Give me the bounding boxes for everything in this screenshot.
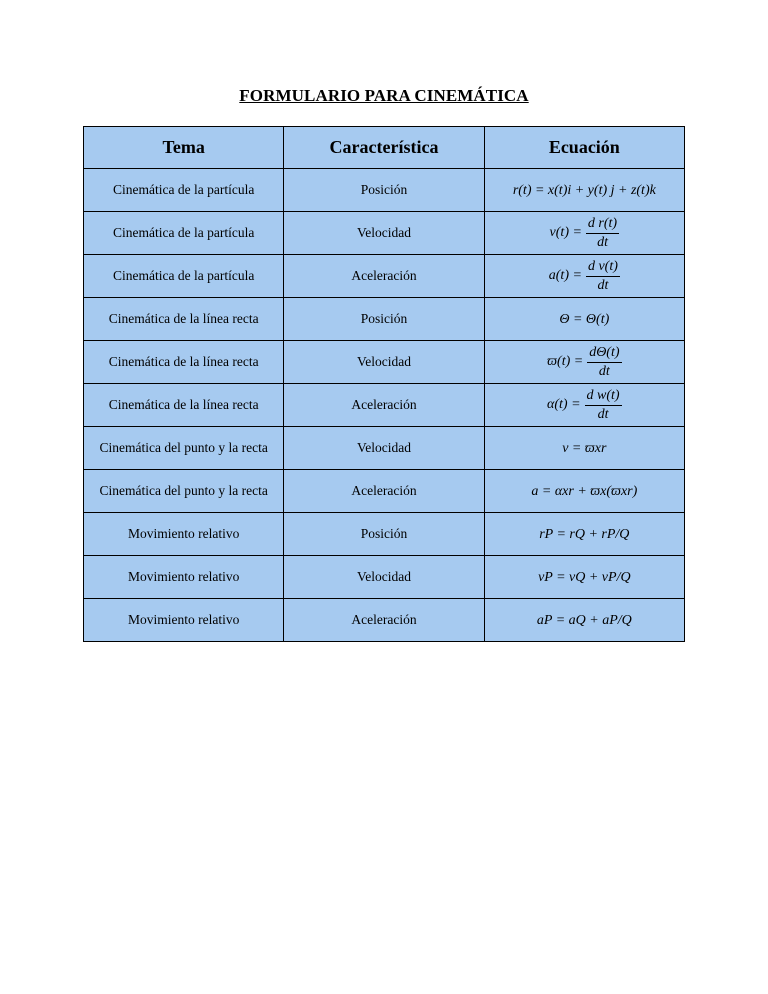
table-row	[84, 341, 685, 384]
equation-lhs: α(t) =	[547, 397, 581, 412]
cell-caracteristica: Velocidad	[284, 427, 484, 470]
formula-table	[83, 126, 685, 642]
equation	[549, 260, 620, 293]
cell-caracteristica: Posición	[284, 169, 484, 212]
equation: rP = rQ + rP/Q	[539, 527, 630, 542]
cell-tema: Cinemática de la partícula	[84, 255, 284, 298]
cell-tema: Cinemática de la línea recta	[84, 341, 284, 384]
header-ecuacion: Ecuación	[484, 127, 684, 169]
cell-ecuacion	[484, 599, 684, 642]
equation-fraction	[586, 260, 620, 293]
fraction-denominator: dt	[597, 234, 608, 250]
table-row	[84, 212, 685, 255]
equation	[547, 346, 621, 379]
fraction-numerator: d v(t)	[586, 260, 620, 277]
cell-caracteristica: Aceleración	[284, 599, 484, 642]
cell-caracteristica: Aceleración	[284, 255, 484, 298]
header-caracteristica: Característica	[284, 127, 484, 169]
table-row	[84, 470, 685, 513]
table-row	[84, 513, 685, 556]
cell-ecuacion	[484, 556, 684, 599]
fraction-numerator: d r(t)	[586, 217, 619, 234]
fraction-numerator: d w(t)	[585, 389, 622, 406]
cell-tema: Cinemática del punto y la recta	[84, 427, 284, 470]
page-title: FORMULARIO PARA CINEMÁTICA	[239, 86, 529, 105]
cell-tema: Cinemática del punto y la recta	[84, 470, 284, 513]
cell-ecuacion	[484, 513, 684, 556]
cell-caracteristica: Aceleración	[284, 470, 484, 513]
equation-lhs: a(t) =	[548, 268, 582, 283]
cell-ecuacion	[484, 427, 684, 470]
cell-tema: Cinemática de la partícula	[84, 212, 284, 255]
equation-fraction	[587, 346, 621, 379]
cell-ecuacion	[484, 255, 684, 298]
cell-ecuacion	[484, 212, 684, 255]
fraction-numerator: dΘ(t)	[587, 346, 621, 363]
equation: r(t) = x(t)i + y(t) j + z(t)k	[512, 183, 656, 198]
table-row	[84, 556, 685, 599]
cell-tema: Movimiento relativo	[84, 556, 284, 599]
equation-lhs: v(t) =	[549, 225, 582, 240]
equation: a = αxr + ϖx(ϖxr)	[531, 484, 638, 499]
cell-ecuacion	[484, 298, 684, 341]
header-tema: Tema	[84, 127, 284, 169]
equation: v = ϖxr	[562, 441, 607, 456]
equation	[550, 217, 620, 250]
equation: Θ = Θ(t)	[559, 312, 610, 327]
table-row	[84, 599, 685, 642]
cell-ecuacion	[484, 169, 684, 212]
cell-ecuacion	[484, 341, 684, 384]
cell-tema: Cinemática de la línea recta	[84, 298, 284, 341]
cell-caracteristica: Posición	[284, 298, 484, 341]
equation-fraction	[585, 389, 622, 422]
table-row	[84, 298, 685, 341]
cell-tema: Movimiento relativo	[84, 599, 284, 642]
fraction-denominator: dt	[597, 406, 609, 422]
table-row	[84, 384, 685, 427]
cell-caracteristica: Velocidad	[284, 341, 484, 384]
fraction-denominator: dt	[598, 363, 610, 379]
cell-tema: Cinemática de la partícula	[84, 169, 284, 212]
equation-fraction	[586, 217, 619, 250]
equation: aP = aQ + aP/Q	[536, 613, 632, 628]
fraction-denominator: dt	[597, 277, 609, 293]
cell-caracteristica: Velocidad	[284, 556, 484, 599]
cell-caracteristica: Posición	[284, 513, 484, 556]
table-row	[84, 169, 685, 212]
equation: vP = vQ + vP/Q	[538, 570, 631, 585]
cell-tema: Cinemática de la línea recta	[84, 384, 284, 427]
table-row	[84, 255, 685, 298]
table-header-row	[84, 127, 685, 169]
cell-ecuacion	[484, 470, 684, 513]
equation-lhs: ϖ(t) =	[547, 354, 584, 369]
cell-caracteristica: Velocidad	[284, 212, 484, 255]
cell-ecuacion	[484, 384, 684, 427]
equation	[547, 389, 622, 422]
table-row	[84, 427, 685, 470]
cell-caracteristica: Aceleración	[284, 384, 484, 427]
cell-tema: Movimiento relativo	[84, 513, 284, 556]
